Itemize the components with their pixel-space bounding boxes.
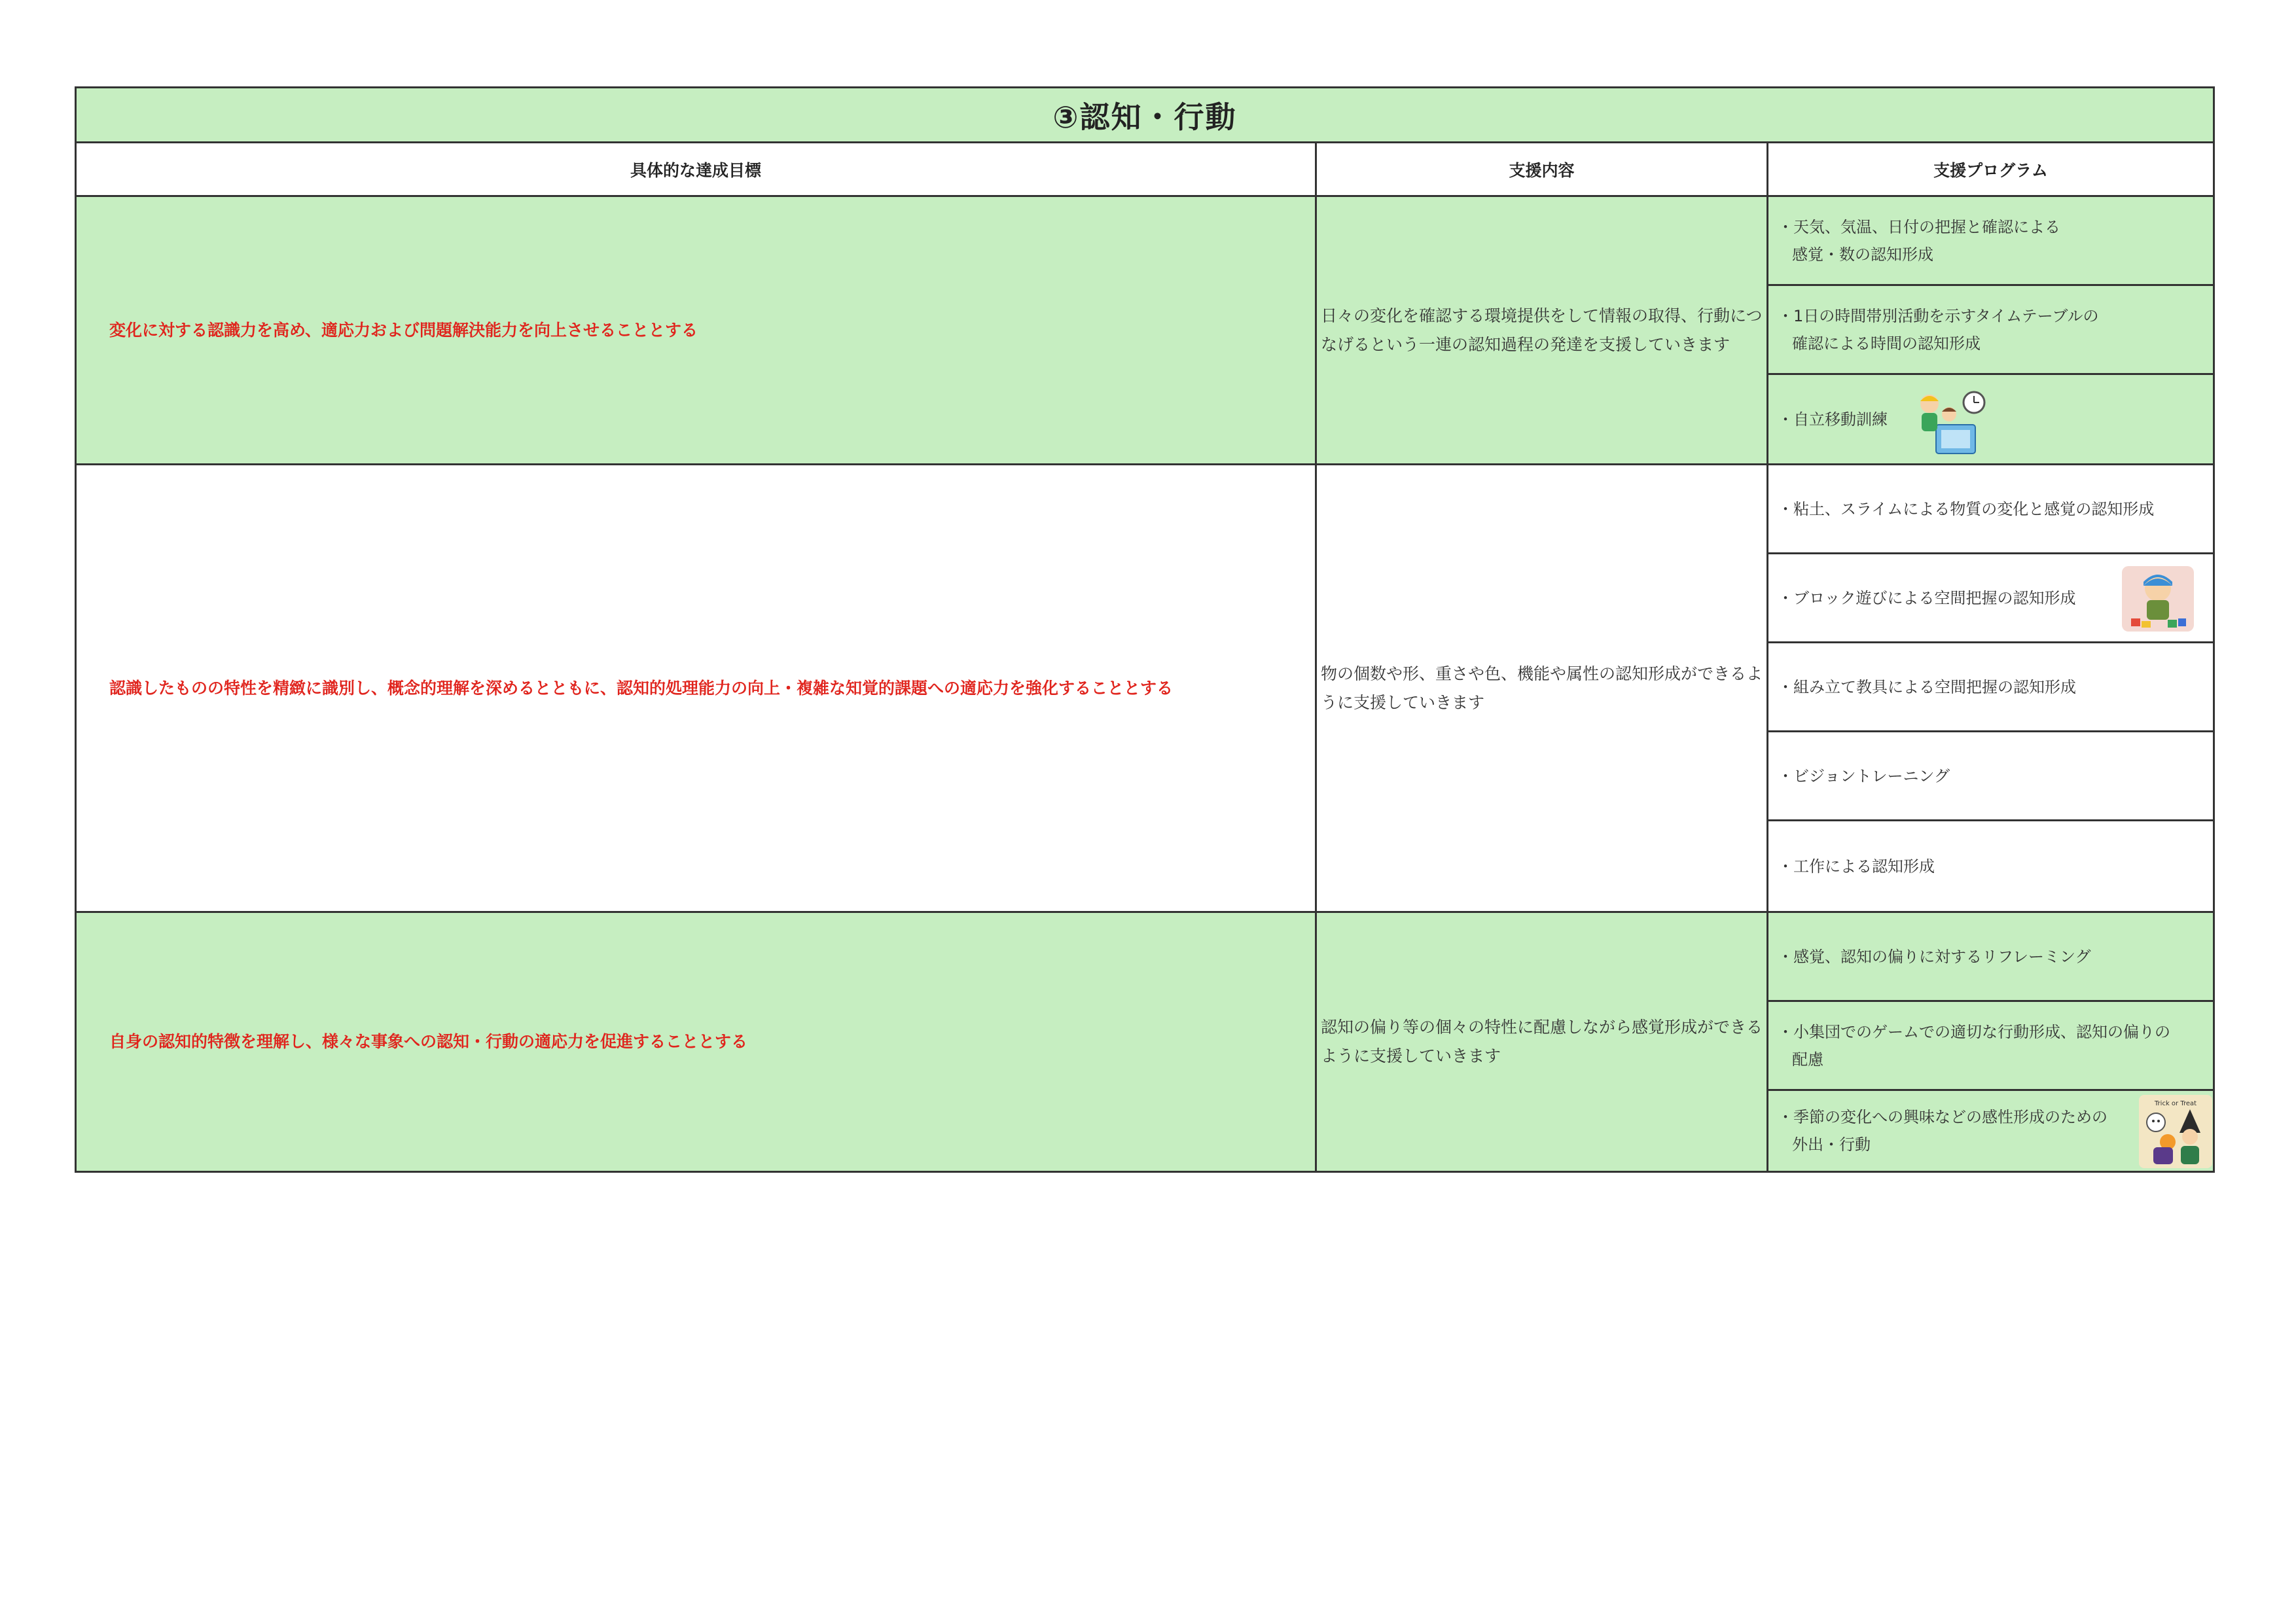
program-item (1768, 1002, 2213, 1091)
cognition-behavior-table (75, 86, 2215, 1173)
header-support: 支援内容 (1315, 143, 1767, 195)
program-item (1768, 732, 2213, 821)
support-text: 認知の偏り等の個々の特性に配慮しながら感覚形成ができるように支援していきます (1321, 1018, 1763, 1065)
program-item-line: ・感覚、認知の偏りに対するリフレーミング (1778, 947, 2091, 966)
program-item-line: ・工作による認知形成 (1778, 857, 1935, 876)
program-item (1768, 1091, 2213, 1171)
program-cell (1767, 913, 2213, 1171)
program-item-line: 外出・行動 (1792, 1135, 1871, 1154)
program-item (1768, 286, 2213, 375)
program-cell (1767, 197, 2213, 463)
program-item-line: ・組み立て教具による空間把握の認知形成 (1778, 677, 2076, 696)
table-title-row (77, 88, 2213, 143)
program-item-line: ・季節の変化への興味などの感性形成のための (1778, 1108, 2108, 1126)
support-cell (1315, 197, 1767, 463)
program-item-line: ・ビジョントレーニング (1778, 766, 1950, 785)
table-title: ③認知・行動 (1052, 99, 1237, 135)
program-item (1768, 643, 2213, 732)
program-item (1768, 375, 2213, 463)
table-row (77, 197, 2213, 465)
program-item-line: ・天気、気温、日付の把握と確認による (1778, 217, 2060, 236)
program-item-line: ・1日の時間帯別活動を示すタイムテーブルの (1778, 306, 2099, 325)
halloween-caption: Trick or Treat (2154, 1100, 2197, 1107)
program-item-line: 配慮 (1792, 1050, 1823, 1069)
table-row (77, 465, 2213, 913)
table-header-row (77, 143, 2213, 197)
goal-text: 自身の認知的特徴を理解し、様々な事象への認知・行動の適応力を促進することとする (109, 1032, 748, 1051)
children-clock-icon (1910, 387, 1988, 459)
program-item (1768, 197, 2213, 286)
goal-cell (77, 465, 1315, 911)
child-blocks-icon (2122, 566, 2194, 632)
program-item-line: 感覚・数の認知形成 (1792, 245, 1933, 264)
program-item (1768, 465, 2213, 554)
program-item (1768, 821, 2213, 911)
header-goal: 具体的な達成目標 (630, 160, 761, 180)
support-text: 日々の変化を確認する環境提供をして情報の取得、行動につなげるという一連の認知過程の発達を支援していきます (1321, 306, 1763, 354)
header-program: 支援プログラム (1767, 143, 2213, 195)
goal-text: 認識したものの特性を精緻に識別し、概念的理解を深めるとともに、認知的処理能力の向上・複雑な知覚的課題への適応力を強化することとする (109, 678, 1174, 698)
program-cell (1767, 465, 2213, 911)
halloween-kids-icon (2139, 1095, 2212, 1168)
goal-text: 変化に対する認識力を高め、適応力および問題解決能力を向上させることとする (109, 320, 698, 340)
program-item-line: ・自立移動訓練 (1778, 410, 1888, 429)
support-cell (1315, 913, 1767, 1171)
goal-cell (77, 913, 1315, 1171)
program-item (1768, 554, 2213, 643)
program-item (1768, 913, 2213, 1002)
program-item-line: ・小集団でのゲームでの適切な行動形成、認知の偏りの (1778, 1022, 2170, 1041)
program-item-line: ・ブロック遊びによる空間把握の認知形成 (1778, 588, 2076, 607)
support-cell (1315, 465, 1767, 911)
table-row (77, 913, 2213, 1171)
program-item-line: ・粘土、スライムによる物質の変化と感覚の認知形成 (1778, 499, 2155, 518)
support-text: 物の個数や形、重さや色、機能や属性の認知形成ができるように支援していきます (1321, 664, 1763, 712)
goal-cell (77, 197, 1315, 463)
program-item-line: 確認による時間の認知形成 (1792, 334, 1981, 353)
